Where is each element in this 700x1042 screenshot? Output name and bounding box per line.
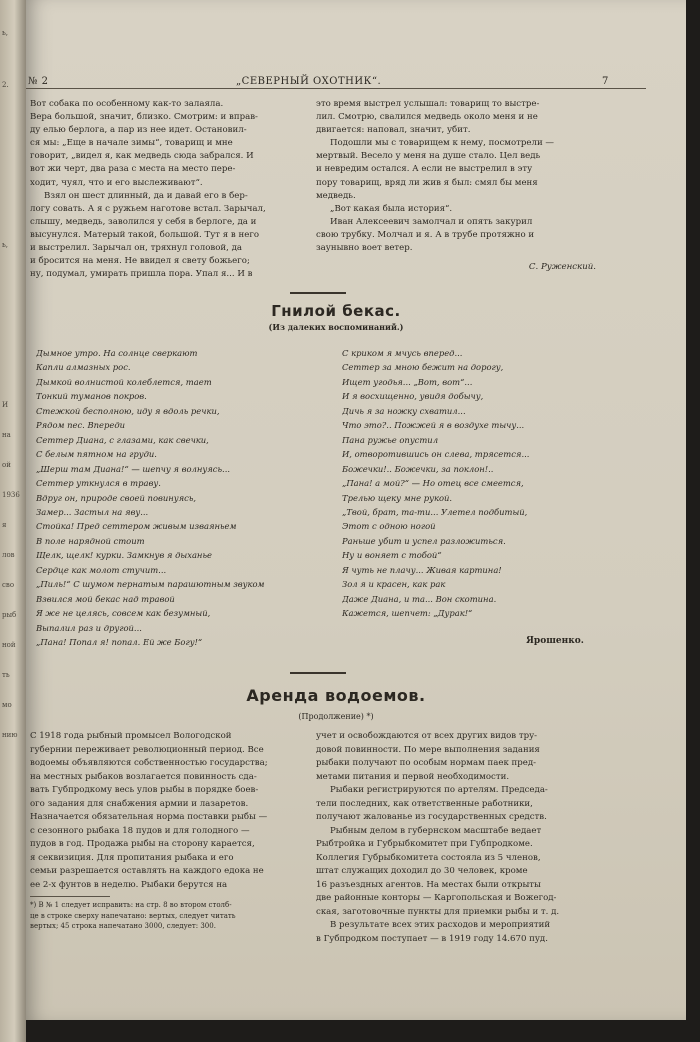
text-line: метами питания и первой необходимости. xyxy=(316,771,510,782)
text-line: Иван Алексеевич замолчал и опять закурил xyxy=(330,216,533,227)
text-line: довой повинности. По мере выполнения задания xyxy=(316,744,540,755)
poem-author: Ярошенко. xyxy=(526,636,584,646)
poem-line: Взвился мой бекас над травой xyxy=(36,593,175,604)
prev-line: нию xyxy=(2,731,18,739)
poem-left-column xyxy=(36,346,306,650)
poem-line: Выпалил раз и другой... xyxy=(36,622,142,633)
text-line: свою трубку. Молчал и я. А в трубе протяжно и xyxy=(316,229,535,240)
poem-line: „Шерш там Диана!“ — шепчу я волнуясь... xyxy=(36,463,231,474)
text-line: Рыбным делом в губернском масштабе ведает xyxy=(330,825,542,836)
text-line: и выстрелил. Зарычал он, тряхнул головой, да xyxy=(30,243,243,254)
text-line: и невредим остался. А если не выстрелил в эту xyxy=(316,164,533,175)
prev-line: 1936 xyxy=(2,491,20,499)
journal-page xyxy=(26,0,686,1020)
poem-line: Ну и воняет с тобой“ xyxy=(342,550,442,561)
text-line: и бросится на меня. Не ввидел я свету божьего; xyxy=(30,256,250,267)
previous-page-edge xyxy=(0,0,26,1042)
text-line: рыбаки получают по особым нормам паек пред- xyxy=(316,758,537,768)
poem-line: Капли алмазных рос. xyxy=(36,362,131,373)
text-line: Подошли мы с товарищем к нему, посмотрели — xyxy=(330,138,554,149)
footnote-rule xyxy=(30,896,110,897)
prev-line: сво xyxy=(2,581,15,589)
journal-title: „СЕВЕРНЫЙ ОХОТНИК“. xyxy=(236,76,382,87)
poem-line: С криком я мчусь вперед... xyxy=(342,348,463,358)
poem-line: Пана ружье опустил xyxy=(342,434,439,445)
prev-line: лов xyxy=(2,551,15,559)
text-line: я секвизиция. Для пропитания рыбака и его xyxy=(30,852,234,863)
poem-line: С белым пятном на груди. xyxy=(36,449,157,460)
text-line: с сезонного рыбака 18 пудов и для голодного — xyxy=(30,825,250,836)
prev-line: ной xyxy=(2,641,16,649)
text-line: Вот собака по особенному как-то залаяла. xyxy=(30,99,224,109)
poem-subtitle: (Из далеких воспоминаний.) xyxy=(268,322,404,332)
text-line: пудов в год. Продажа рыбы на сторону карается, xyxy=(30,839,255,849)
article-subtitle: (Продолжение) *) xyxy=(298,712,374,721)
text-line: мертвый. Весело у меня на душе стало. Цел ведь xyxy=(316,151,541,162)
footnote-line: вертых; 45 строка напечатано 3000, следует: 300. xyxy=(30,922,216,930)
text-line: Вера большой, значит, близко. Смотрим: и вправ- xyxy=(30,112,258,123)
poem-line: Стежкой бесполною, иду я вдоль речки, xyxy=(36,405,220,416)
poem-line: Зол я и красен, как рак xyxy=(342,579,446,590)
text-line: заунывно воет ветер. xyxy=(316,243,413,254)
poem-title: Гнилой бекас. xyxy=(271,302,401,320)
poem-line: „Пиль!“ С шумом пернатым парашютным звуком xyxy=(36,579,265,590)
text-line: ее 2-х фунтов в неделю. Рыбаки берутся на xyxy=(30,879,228,890)
poem-line: И, отворотившись он слева, трясется... xyxy=(342,449,530,460)
text-line: двигается: наповал, значит, убит. xyxy=(316,125,471,136)
poem-line: Дичь я за ножку схватил... xyxy=(342,405,466,416)
text-line: губернии переживает революционный период. Все xyxy=(30,744,264,755)
prev-line: ь, xyxy=(2,241,9,249)
text-line: вот жи черт, два раза с места на место пере- xyxy=(30,164,236,175)
text-line: штат служащих доходил до 30 человек, кроме xyxy=(316,866,528,876)
poem-line: Рядом пес. Впереди xyxy=(36,420,126,431)
text-line: ходит, чуял, что и его выслеживают“. xyxy=(30,177,203,188)
poem-line: Замер... Застыл на яву... xyxy=(36,506,149,517)
text-line: Рыбтройка и Губрыбкомитет при Губпродкоме. xyxy=(316,839,533,849)
text-line: две районные конторы — Каргопольская и Вожегод- xyxy=(316,893,557,903)
prev-line: ть xyxy=(2,671,10,679)
poem-line: Щелк, щелк! курки. Замкнув я дыханье xyxy=(36,550,212,561)
text-line: ду елью берлога, а пар из нее идет. Остановил- xyxy=(30,125,247,136)
story-left-column xyxy=(30,98,298,281)
poem-line: Стойка! Пред сеттером живым изваяньем xyxy=(36,521,237,532)
prev-line: рыб xyxy=(2,611,17,619)
text-line: слышу, медведь, заволился у себя в берлоге, да и xyxy=(30,216,257,227)
text-line: на местных рыбаков возлагается повинность сда- xyxy=(30,771,257,782)
article-right-column xyxy=(316,730,612,946)
poem-line: Я чуть не плачу... Живая картина! xyxy=(342,564,502,575)
poem-line: „Пана! а мой?“ — Но отец все смеется, xyxy=(342,478,524,489)
text-line: пору товарищ, вряд ли жив я был: смял бы меня xyxy=(316,177,538,188)
prev-line: мо xyxy=(2,701,12,709)
poem-line: Сеттер Диана, с глазами, как свечки, xyxy=(36,434,209,445)
page-number-right: 7 xyxy=(602,76,609,87)
text-line: в Губпродком поступает — в 1919 году 14.670 пуд. xyxy=(316,933,548,944)
footnote xyxy=(30,900,298,932)
prev-line: я xyxy=(2,521,7,529)
poem-line: Кажется, шепчет: „Дурак!“ xyxy=(342,608,473,619)
text-line: высунулся. Матерый такой, большой. Тут я в него xyxy=(30,229,259,240)
poem-line: Что это?.. Пожжей я в воздухе тычу... xyxy=(342,420,525,431)
poem-line: Сердце как молот стучит... xyxy=(36,564,167,575)
story-right-column xyxy=(316,98,612,274)
poem-line: Тонкий туманов покров. xyxy=(36,391,147,402)
section-divider xyxy=(290,672,346,674)
text-line: Назначается обязательная норма поставки рыбы — xyxy=(30,812,268,822)
poem-line: Даже Диана, и та... Вон скотина. xyxy=(342,593,497,604)
header-rule xyxy=(26,88,646,89)
poem-line: Этот с одною ногой xyxy=(342,521,436,532)
article-left-column xyxy=(30,730,298,892)
prev-line: на xyxy=(2,431,11,439)
poem-line: Дымное утро. На солнце сверкают xyxy=(36,348,198,358)
prev-line: И xyxy=(2,401,9,409)
section-divider xyxy=(290,292,346,294)
article-title: Аренда водоемов. xyxy=(246,686,426,705)
poem-right-column xyxy=(342,346,612,621)
text-line: тели последних, как ответственные работники, xyxy=(316,798,533,809)
poem-line: Божечки!.. Божечки, за поклон!.. xyxy=(342,463,494,474)
text-line: С 1918 года рыбный промысел Вологодской xyxy=(30,731,232,741)
footnote-line: це в строке сверху напечатано: вертых, следует читать xyxy=(30,911,236,920)
text-line: В результате всех этих расходов и мероприятий xyxy=(330,920,551,930)
text-line: Коллегия Губрыбкомитета состояла из 5 членов, xyxy=(316,852,541,863)
text-line: вать Губпродкому весь улов рыбы в порядке боев- xyxy=(30,785,259,795)
text-line: говорит, „видел я, как медведь сюда забрался. И xyxy=(30,151,254,162)
text-line: водоемы объявляются собственностью государства; xyxy=(30,758,268,768)
text-line: ну, подумал, умирать пришла пора. Упал я... И в xyxy=(30,269,253,280)
prev-line: ь, xyxy=(2,29,9,37)
poem-line: Ищет угодья... „Вот, вот“... xyxy=(342,376,473,387)
footnote-line: *) В № 1 следует исправить: на стр. 8 во втором столб- xyxy=(30,901,232,909)
poem-line: Сеттер уткнулся в траву. xyxy=(36,478,161,489)
text-line: лил. Смотрю, свалился медведь около меня и не xyxy=(316,112,538,123)
poem-line: Трелью щеку мне рукой. xyxy=(342,492,453,503)
text-line: Рыбаки регистрируются по артелям. Председа- xyxy=(330,785,548,795)
text-line: семьи разрешается оставлять на каждого едока не xyxy=(30,866,264,876)
text-line: Взял он шест длинный, да и давай его в бер- xyxy=(44,190,248,201)
story-signature: С. Руженский. xyxy=(528,262,596,273)
poem-line: Сеттер за мною бежит на дорогу, xyxy=(342,362,504,373)
poem-line: „Пана! Попал я! попал. Ей же Богу!“ xyxy=(36,637,203,648)
text-line: получают жалованье из государственных средств. xyxy=(316,812,547,822)
text-line: медведь. xyxy=(316,190,356,201)
poem-line: Вдруг он, природе своей повинуясь, xyxy=(36,492,197,503)
text-line: учет и освобождаются от всех других видов тру- xyxy=(316,731,538,741)
text-line: ого задания для снабжения армии и лазаретов. xyxy=(30,798,249,809)
text-line: ская, заготовочные пункты для приемки рыбы и т. д. xyxy=(316,906,560,917)
prev-line: 2. xyxy=(2,81,9,89)
poem-line: Дымкой волнистой колеблется, тает xyxy=(36,376,212,387)
poem-line: Раньше убит и успел разложиться. xyxy=(342,535,506,546)
text-line: 16 разъездных агентов. На местах были открыты xyxy=(316,879,541,890)
text-line: „Вот какая была история“. xyxy=(330,203,453,214)
poem-line: Я же не целясь, совсем как безумный, xyxy=(36,608,211,619)
poem-line: „Твой, брат, та-ти... Улетел подбитый, xyxy=(342,506,528,517)
poem-line: В поле нарядной стоит xyxy=(36,535,145,546)
page-number-left: № 2 xyxy=(28,76,49,87)
prev-line: ой xyxy=(2,461,11,469)
text-line: это время выстрел услышал: товарищ то выстре- xyxy=(316,99,540,109)
poem-line: И я восхищенно, увидя добычу, xyxy=(342,391,484,402)
text-line: логу совать. А я с ружьем наготове встал. Зарычал, xyxy=(30,203,266,214)
text-line: ся мы: „Еще в начале зимы“, товарищ и мне xyxy=(30,138,233,149)
